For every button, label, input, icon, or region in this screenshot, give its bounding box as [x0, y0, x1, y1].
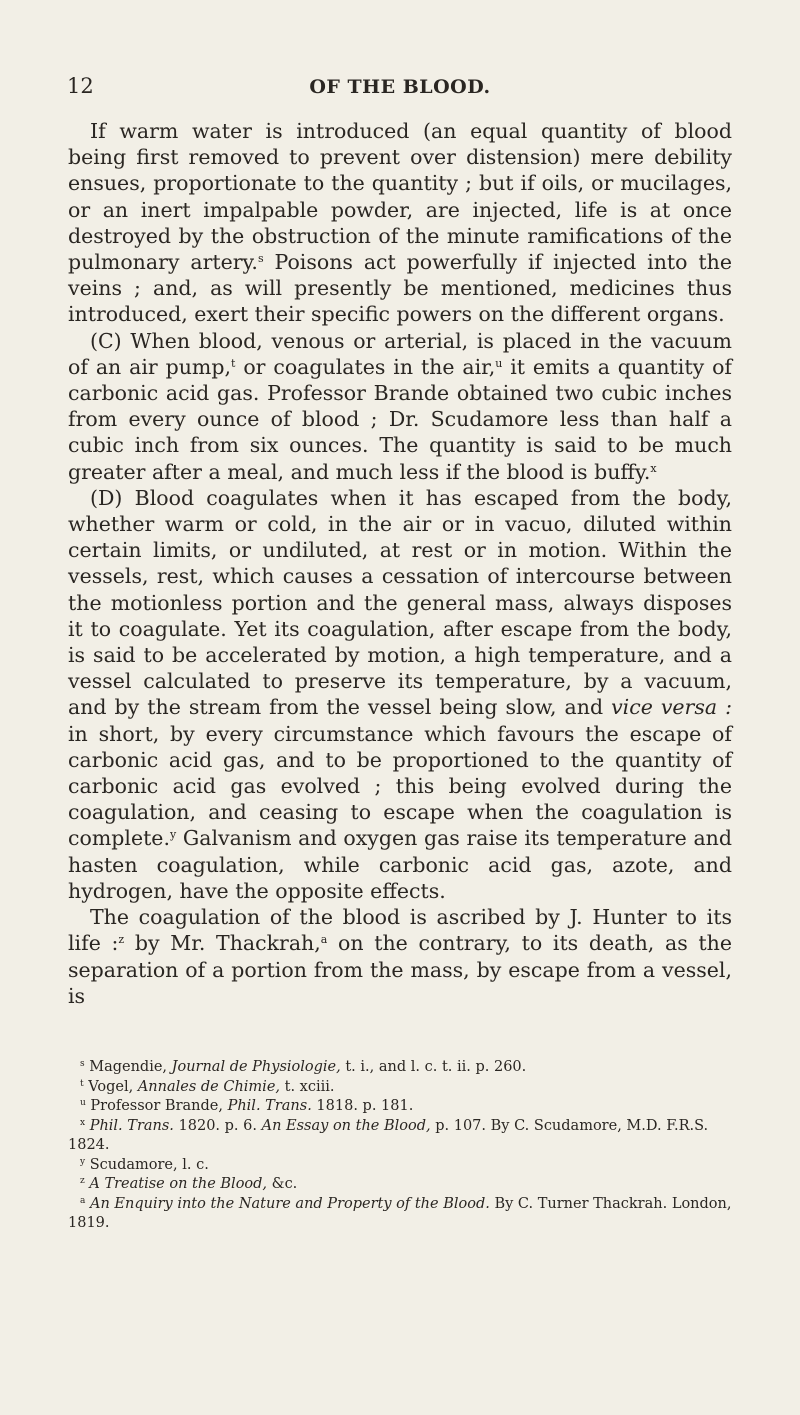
footnote-marker: t	[80, 1078, 84, 1089]
footnote	[68, 1058, 732, 1078]
text-run: 1820. p. 6.	[173, 1117, 262, 1134]
footnote-marker: t	[231, 356, 236, 370]
footnote-marker: s	[257, 252, 264, 266]
paragraph	[68, 485, 732, 904]
text-run: or coagulates in the air,	[235, 354, 496, 379]
footnote-marker: y	[80, 1156, 86, 1167]
text-run: Vogel,	[83, 1078, 138, 1095]
footnote-marker: x	[650, 461, 657, 475]
text-run: Galvanism and oxygen gas raise its temperature and hasten coagulation, while carbonic acid gas, azote, and hydrogen, have the opposite effects.	[68, 826, 732, 903]
text-run: (C) When blood, venous or arterial, is placed in the vacuum of an air pump,	[68, 328, 732, 379]
text-run: An Enquiry into the Nature and Property of the Blood.	[89, 1195, 490, 1212]
text-run: Journal de Physiologie,	[171, 1059, 341, 1075]
footnote-marker: a	[320, 933, 328, 947]
text-run: Phil. Trans.	[89, 1117, 174, 1134]
text-run: Phil. Trans.	[227, 1098, 312, 1114]
paragraph	[68, 328, 732, 485]
footnote-marker: z	[80, 1176, 85, 1186]
text-run: 1818. p. 181.	[311, 1098, 414, 1114]
footnote-marker: u	[495, 356, 503, 370]
footnote-marker: s	[80, 1059, 85, 1069]
footnote-marker: y	[169, 828, 177, 842]
text-run: it emits a quantity of carbonic acid gas. Professor Brande obtained two cubic inches from every ounce of blood ; Dr. Scudamore less than half a cubic inch from six ounces. The quantity is said to be much greater after a meal, and much less if the blood is buffy.	[68, 354, 732, 484]
text-run: A Treatise on the Blood,	[89, 1176, 268, 1192]
footnote-marker: x	[80, 1117, 86, 1128]
footnote	[68, 1175, 732, 1195]
page-header	[67, 74, 733, 104]
text-run: Magendie,	[84, 1059, 172, 1075]
footnote	[68, 1156, 732, 1176]
text-run: by Mr. Thackrah,	[124, 931, 321, 956]
footnote	[68, 1097, 732, 1117]
text-run: (D) Blood coagulates when it has escaped from the body, whether warm or cold, in the air or in vacuo, diluted within certain limits, or undiluted, at rest or in motion. Within the vessels, rest, which causes a cessation of intercourse between the motionless portion and the general mass, always disposes it to coagulate. Yet its coagulation, after escape from the body, is said to be accelerated by motion, a high temperature, and a vessel calculated to preserve its temperature, by a vacuum, and by the stream from the vessel being slow, and	[68, 485, 732, 720]
paragraph	[68, 118, 732, 328]
text-run: t. i., and l. c. t. ii. p. 260.	[340, 1059, 527, 1075]
text-run: By C. Turner Thackrah. London, 1819.	[68, 1195, 732, 1231]
text-run: vice versa :	[611, 695, 732, 720]
running-head: OF THE BLOOD.	[309, 76, 491, 98]
footnote	[68, 1078, 732, 1098]
text-run: t. xciii.	[280, 1078, 335, 1095]
footnote-marker: z	[118, 933, 125, 947]
body-text	[68, 118, 732, 1009]
page-number: 12	[67, 74, 94, 98]
text-run: &c.	[267, 1176, 298, 1192]
text-run: Annales de Chimie,	[137, 1078, 281, 1095]
text-run: on the contrary, to its death, as the separation of a portion from the mass, by escape from a vessel, is	[68, 931, 732, 1008]
footnote	[68, 1117, 732, 1156]
text-run: in short, by every circumstance which favours the escape of carbonic acid gas, and to be proportioned to the quantity of carbonic acid gas evolved ; this being evolved during the coagulation, and ceasing to escape when the coagulation is complete.	[68, 721, 732, 851]
text-run: Professor Brande,	[85, 1098, 228, 1114]
text-run: Scudamore, l. c.	[85, 1156, 209, 1173]
footnotes	[68, 1058, 732, 1234]
footnote-marker: u	[80, 1098, 86, 1108]
text-run: p. 107. By C. Scudamore, M.D. F.R.S. 1824.	[68, 1117, 709, 1153]
paragraph	[68, 904, 732, 1009]
text-run: If warm water is introduced (an equal quantity of blood being first removed to prevent over distension) mere debility ensues, proportionate to the quantity ; but if oils, or mucilages, or an inert impalpable powder, are injected, life is at once destroyed by the obstruction of the minute ramifications of the pulmonary artery.	[68, 119, 732, 275]
text-run: Poisons act powerfully if injected into the veins ; and, as will presently be mentioned, medicines thus introduced, exert their specific powers on the different organs.	[68, 250, 732, 327]
text-run: The coagulation of the blood is ascribed by J. Hunter to its life :	[68, 905, 732, 956]
footnote	[68, 1195, 732, 1234]
footnote-marker: a	[80, 1195, 86, 1206]
text-run: An Essay on the Blood,	[261, 1117, 431, 1134]
